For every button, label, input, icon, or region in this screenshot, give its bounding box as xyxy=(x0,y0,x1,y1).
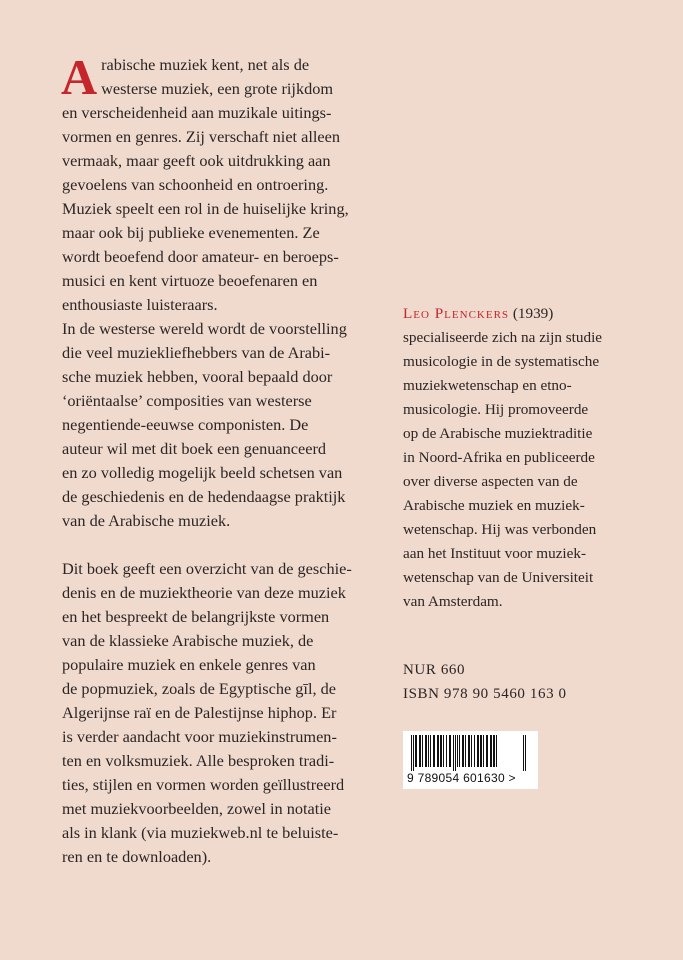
barcode-bar xyxy=(411,735,412,771)
isbn-barcode xyxy=(403,731,538,789)
text-line: is verder aandacht voor muziekinstrumen- xyxy=(62,727,337,746)
nur-code: NUR 660 xyxy=(403,662,466,678)
barcode-bar xyxy=(413,735,414,771)
text-line: denis en de muziektheorie van deze muziek xyxy=(62,583,346,602)
text-line: Arabische muziek en muziek- xyxy=(403,497,585,514)
text-line: wetenschap van de Universiteit xyxy=(403,569,594,586)
barcode-digits: 9 789054 601630 > xyxy=(407,771,516,785)
barcode-bar xyxy=(474,735,475,767)
barcode-bar xyxy=(443,735,444,767)
barcode-bar xyxy=(430,735,431,767)
text-line: musici en kent virtuoze beoefenaren en xyxy=(62,271,318,290)
barcode-bar xyxy=(525,735,526,771)
barcode-bar xyxy=(422,735,423,767)
barcode-bar xyxy=(496,735,497,767)
text-line: auteur wil met dit boek een genuanceerd xyxy=(62,439,327,458)
text-line: vermaak, maar geeft ook uitdrukking aan xyxy=(62,151,331,170)
barcode-bars xyxy=(409,735,533,771)
text-line: van de Arabische muziek. xyxy=(62,511,231,530)
text-line: en zo volledig mogelijk beeld schetsen van xyxy=(62,463,343,482)
barcode-bar xyxy=(440,735,442,767)
barcode-bar xyxy=(453,735,454,771)
book-codes xyxy=(403,658,663,706)
barcode-bar xyxy=(419,735,421,767)
barcode-bar xyxy=(471,735,472,767)
author-bio xyxy=(403,302,663,614)
text-line: Muziek speelt een rol in de huiselijke kring, xyxy=(62,199,349,218)
barcode-bar xyxy=(433,735,435,767)
text-line: ten en volksmuziek. Alle besproken tradi- xyxy=(62,751,335,770)
barcode-bar xyxy=(457,735,458,767)
barcode-bar xyxy=(468,735,470,767)
text-line: aan het Instituut voor muziek- xyxy=(403,545,587,562)
text-line: de geschiedenis en de hedendaagse praktijk xyxy=(62,487,346,506)
author-name: Leo Plenckers xyxy=(403,305,510,322)
text-line: ‘oriëntaalse’ composities van westerse xyxy=(62,391,312,410)
barcode-bar xyxy=(425,735,427,767)
barcode-bar xyxy=(455,735,456,771)
blurb-paragraph-2 xyxy=(62,317,382,533)
text-line: rabische muziek kent, net als de xyxy=(101,55,310,74)
text-line: In de westerse wereld wordt de voorstelling xyxy=(62,319,347,338)
text-line: op de Arabische muziektraditie xyxy=(403,425,593,442)
text-line: Dit boek geeft een overzicht van de geschie- xyxy=(62,559,352,578)
author-bio-first-line xyxy=(403,302,663,326)
text-line: gevoelens van schoonheid en ontroering. xyxy=(62,175,329,194)
text-line: wetenschap. Hij was verbonden xyxy=(403,521,597,538)
text-line: enthousiaste luisteraars. xyxy=(62,295,218,314)
text-line: van de klassieke Arabische muziek, de xyxy=(62,631,314,650)
text-line: westerse muziek, een grote rijkdom xyxy=(101,79,334,98)
barcode-bar xyxy=(459,735,460,767)
isbn-code: ISBN 978 90 5460 163 0 xyxy=(403,686,567,702)
barcode-bar xyxy=(437,735,439,767)
drop-cap: A xyxy=(61,49,98,105)
barcode-bar xyxy=(449,735,451,767)
author-birth-year: (1939) xyxy=(509,305,554,322)
text-line: ties, stijlen en vormen worden geïllustreerd xyxy=(62,775,345,794)
barcode-bar xyxy=(428,735,429,767)
text-line: negentiende-eeuwse componisten. De xyxy=(62,415,309,434)
text-line: de popmuziek, zoals de Egyptische gīl, de xyxy=(62,679,336,698)
text-line: ren en te downloaden). xyxy=(62,847,212,866)
text-line: in Noord-Afrika en publiceerde xyxy=(403,449,595,466)
blurb-paragraph-3 xyxy=(62,557,382,869)
barcode-bar xyxy=(477,735,479,767)
text-line: sche muziek hebben, vooral bepaald door xyxy=(62,367,333,386)
barcode-bar xyxy=(490,735,492,767)
text-line: wordt beoefend door amateur- en beroeps- xyxy=(62,247,339,266)
barcode-bar xyxy=(465,735,466,767)
text-line: Algerijnse raï en de Palestijnse hiphop. Er xyxy=(62,703,337,722)
text-line: populaire muziek en enkele genres van xyxy=(62,655,316,674)
barcode-bar xyxy=(415,735,417,767)
text-line: vormen en genres. Zij verschaft niet alleen xyxy=(62,127,341,146)
text-line: als in klank (via muziekweb.nl te beluiste- xyxy=(62,823,339,842)
barcode-bar xyxy=(483,735,484,767)
text-line: musicologie. Hij promoveerde xyxy=(403,401,589,418)
text-line: musicologie in de systematische xyxy=(403,353,600,370)
text-line: en het bespreekt de belangrijkste vormen xyxy=(62,607,330,626)
text-line: die veel muziekliefhebbers van de Arabi- xyxy=(62,343,331,362)
barcode-bar xyxy=(486,735,488,767)
barcode-bar xyxy=(446,735,447,767)
barcode-bar xyxy=(523,735,524,771)
text-line: maar ook bij publieke evenementen. Ze xyxy=(62,223,320,242)
text-line: en verscheidenheid aan muzikale uitings- xyxy=(62,103,332,122)
text-line: over diverse aspecten van de xyxy=(403,473,578,490)
text-line: met muziekvoorbeelden, zowel in notatie xyxy=(62,799,331,818)
text-line: specialiseerde zich na zijn studie xyxy=(403,329,603,346)
barcode-bar xyxy=(480,735,482,767)
back-cover-blurb xyxy=(61,49,382,869)
barcode-bar xyxy=(462,735,464,767)
text-line: van Amsterdam. xyxy=(403,593,503,610)
blurb-paragraph-1 xyxy=(61,49,382,317)
barcode-bar xyxy=(493,735,495,767)
text-line: muziekwetenschap en etno- xyxy=(403,377,572,394)
